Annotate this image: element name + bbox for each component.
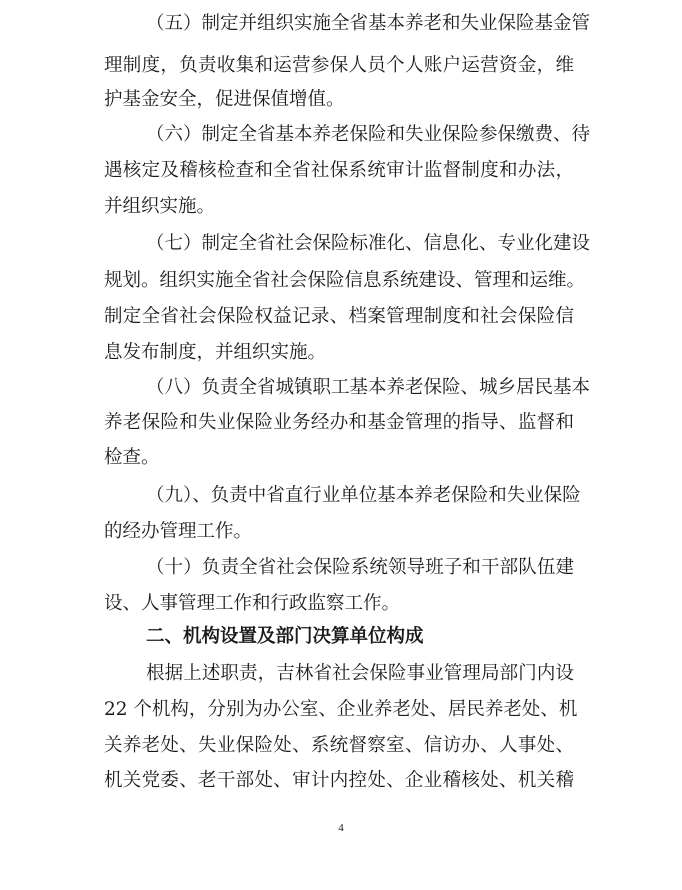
paragraph-10-line-2: 设、人事管理工作和行政监察工作。 — [104, 593, 401, 614]
paragraph-7-line-1: （七）制定全省社会保险标准化、信息化、专业化建设 — [146, 233, 591, 254]
paragraph-8-line-1: （八）负责全省城镇职工基本养老保险、城乡居民基本 — [146, 377, 591, 398]
paragraph-8-line-3: 检查。 — [104, 447, 160, 468]
paragraph-6-line-3: 并组织实施。 — [104, 196, 216, 217]
paragraph-8-line-2: 养老保险和失业保险业务经办和基金管理的指导、监督和 — [104, 412, 574, 433]
paragraph-5-line-2: 理制度，负责收集和运营参保人员个人账户运营资金，维 — [104, 55, 574, 76]
page-number: 4 — [338, 822, 344, 834]
paragraph-5-line-1: （五）制定并组织实施全省基本养老和失业保险基金管 — [146, 13, 591, 34]
paragraph-6-line-1: （六）制定全省基本养老保险和失业保险参保缴费、待 — [146, 124, 591, 145]
paragraph-5-line-3: 护基金安全，促进保值增值。 — [104, 89, 345, 110]
paragraph-7-line-4: 息发布制度，并组织实施。 — [104, 342, 327, 363]
paragraph-6-line-2: 遇核定及稽核检查和全省社保系统审计监督制度和办法， — [104, 160, 574, 181]
paragraph-11-line-2: 22 个机构，分别为办公室、企业养老处、居民养老处、机 — [104, 699, 578, 720]
paragraph-10-line-1: （十）负责全省社会保险系统领导班子和干部队伍建 — [146, 557, 574, 578]
paragraph-7-line-3: 制定全省社会保险权益记录、档案管理制度和社会保险信 — [104, 306, 574, 327]
paragraph-9-line-2: 的经办管理工作。 — [104, 521, 253, 542]
paragraph-11-line-4: 机关党委、老干部处、审计内控处、企业稽核处、机关稽 — [104, 770, 574, 791]
paragraph-7-line-2: 规划。组织实施全省社会保险信息系统建设、管理和运维。 — [104, 270, 586, 291]
paragraph-11-line-3: 关养老处、失业保险处、系统督察室、信访办、人事处、 — [104, 735, 574, 756]
paragraph-9-line-1: （九）、负责中省直行业单位基本养老保险和失业保险 — [146, 485, 581, 506]
paragraph-11-line-1: 根据上述职责，吉林省社会保险事业管理局部门内设 — [146, 663, 574, 684]
section-heading: 二、机构设置及部门决算单位构成 — [146, 626, 424, 647]
